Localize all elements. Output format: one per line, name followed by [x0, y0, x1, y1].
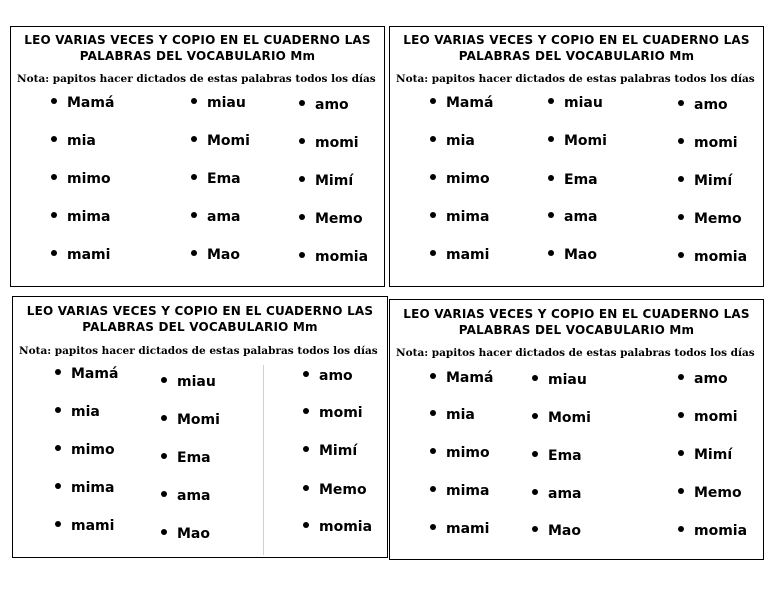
word-text: ama [548, 486, 582, 502]
word-text: miau [564, 95, 603, 111]
bullet-icon [678, 252, 684, 258]
word-text: Mimí [319, 443, 358, 459]
word-item [430, 132, 475, 150]
word-item [678, 134, 738, 152]
card-note: Nota: papitos hacer dictados de estas palabras todos los días [19, 345, 378, 357]
card-title-line-2: PALABRAS DEL VOCABULARIO Mm [82, 320, 318, 334]
bullet-icon [430, 136, 436, 142]
bullet-icon [161, 529, 167, 535]
bullet-icon [678, 374, 684, 380]
word-text: Mamá [446, 370, 494, 386]
word-item [548, 208, 597, 226]
word-text: mima [446, 483, 490, 499]
card-note: Nota: papitos hacer dictados de estas palabras todos los días [17, 73, 376, 85]
bullet-icon [55, 407, 61, 413]
bullet-icon [51, 174, 57, 180]
bullet-icon [678, 176, 684, 182]
bullet-icon [191, 136, 197, 142]
word-item [303, 442, 357, 460]
word-item [51, 132, 96, 150]
word-item [161, 487, 210, 505]
word-item [303, 404, 363, 422]
word-text: mimo [67, 171, 111, 187]
word-text: Momi [207, 133, 250, 149]
word-item [161, 449, 211, 467]
word-item [303, 518, 372, 536]
word-text: mami [446, 247, 490, 263]
bullet-icon [532, 375, 538, 381]
word-text: momi [319, 405, 363, 421]
bullet-icon [299, 100, 305, 106]
word-item [678, 210, 742, 228]
bullet-icon [548, 212, 554, 218]
vocabulary-card-1 [10, 26, 385, 287]
word-text: amo [694, 97, 728, 113]
word-item [678, 522, 747, 540]
bullet-icon [51, 250, 57, 256]
bullet-icon [161, 491, 167, 497]
word-item [51, 170, 111, 188]
column-divider [263, 365, 264, 555]
word-item [299, 172, 353, 190]
card-title-line-1: LEO VARIAS VECES Y COPIO EN EL CUADERNO LAS [403, 307, 750, 321]
word-item [299, 248, 368, 266]
bullet-icon [430, 212, 436, 218]
word-text: Mamá [71, 366, 119, 382]
word-item [303, 481, 367, 499]
word-text: Momi [548, 410, 591, 426]
word-item [191, 208, 240, 226]
word-text: Mimí [694, 173, 733, 189]
word-text: mia [67, 133, 96, 149]
word-text: Ema [548, 448, 582, 464]
bullet-icon [548, 98, 554, 104]
card-title-line-1: LEO VARIAS VECES Y COPIO EN EL CUADERNO LAS [403, 33, 750, 47]
word-text: miau [177, 374, 216, 390]
word-text: Memo [315, 211, 363, 227]
bullet-icon [51, 98, 57, 104]
word-item [548, 94, 603, 112]
bullet-icon [430, 410, 436, 416]
word-item [532, 371, 587, 389]
word-text: momia [694, 523, 748, 539]
word-text: Momi [177, 412, 220, 428]
word-item [161, 411, 220, 429]
bullet-icon [303, 408, 309, 414]
word-text: mimo [446, 171, 490, 187]
word-item [55, 479, 114, 497]
word-item [55, 403, 100, 421]
word-text: Mao [564, 247, 597, 263]
word-text: Mamá [446, 95, 494, 111]
bullet-icon [161, 453, 167, 459]
word-item [532, 447, 582, 465]
card-title-line-2: PALABRAS DEL VOCABULARIO Mm [458, 49, 695, 63]
word-item [678, 484, 742, 502]
bullet-icon [678, 450, 684, 456]
bullet-icon [191, 98, 197, 104]
bullet-icon [678, 488, 684, 494]
bullet-icon [299, 214, 305, 220]
word-text: momi [315, 135, 359, 151]
word-item [299, 210, 363, 228]
vocabulary-card-3 [12, 296, 388, 558]
bullet-icon [532, 526, 538, 532]
word-text: mima [67, 209, 111, 225]
word-text: Memo [319, 482, 367, 498]
word-item [51, 94, 114, 112]
word-item [548, 171, 598, 189]
word-item [548, 132, 607, 150]
bullet-icon [299, 138, 305, 144]
word-item [430, 482, 489, 500]
bullet-icon [191, 250, 197, 256]
word-item [161, 525, 210, 543]
word-text: mima [71, 480, 115, 496]
bullet-icon [303, 446, 309, 452]
word-item [430, 406, 475, 424]
bullet-icon [55, 483, 61, 489]
bullet-icon [430, 250, 436, 256]
word-text: amo [694, 371, 728, 387]
bullet-icon [430, 448, 436, 454]
word-item [299, 96, 349, 114]
bullet-icon [161, 377, 167, 383]
vocabulary-card-4 [389, 299, 764, 560]
bullet-icon [548, 136, 554, 142]
word-item [532, 522, 581, 540]
bullet-icon [299, 252, 305, 258]
bullet-icon [161, 415, 167, 421]
word-text: mami [71, 518, 115, 534]
word-text: momia [315, 249, 369, 265]
word-item [430, 94, 493, 112]
word-item [55, 365, 118, 383]
word-item [430, 520, 489, 538]
bullet-icon [51, 136, 57, 142]
bullet-icon [430, 486, 436, 492]
bullet-icon [678, 214, 684, 220]
word-text: momi [694, 135, 738, 151]
bullet-icon [430, 524, 436, 530]
bullet-icon [532, 489, 538, 495]
word-text: amo [319, 368, 353, 384]
word-text: mia [71, 404, 100, 420]
bullet-icon [191, 174, 197, 180]
word-text: Momi [564, 133, 607, 149]
bullet-icon [55, 445, 61, 451]
word-text: miau [207, 95, 246, 111]
bullet-icon [678, 526, 684, 532]
word-text: mia [446, 133, 475, 149]
bullet-icon [191, 212, 197, 218]
bullet-icon [55, 369, 61, 375]
word-item [55, 517, 114, 535]
word-item [678, 408, 738, 426]
card-note: Nota: papitos hacer dictados de estas palabras todos los días [396, 73, 755, 85]
word-item [678, 370, 728, 388]
word-item [678, 96, 728, 114]
word-item [191, 170, 241, 188]
word-text: ama [564, 209, 598, 225]
vocabulary-card-2 [389, 26, 764, 287]
word-text: miau [548, 372, 587, 388]
word-text: Ema [207, 171, 241, 187]
word-item [191, 246, 240, 264]
word-text: Mao [177, 526, 210, 542]
word-text: mimo [446, 445, 490, 461]
bullet-icon [430, 174, 436, 180]
word-item [51, 208, 110, 226]
word-text: mami [67, 247, 111, 263]
word-text: mami [446, 521, 490, 537]
word-item [430, 369, 493, 387]
bullet-icon [303, 522, 309, 528]
word-text: ama [207, 209, 241, 225]
word-text: momi [694, 409, 738, 425]
word-item [303, 367, 353, 385]
bullet-icon [51, 212, 57, 218]
word-text: ama [177, 488, 211, 504]
word-text: Mimí [694, 447, 733, 463]
bullet-icon [430, 373, 436, 379]
word-text: Mamá [67, 95, 115, 111]
word-text: momia [694, 249, 748, 265]
bullet-icon [532, 413, 538, 419]
word-text: Mao [207, 247, 240, 263]
bullet-icon [430, 98, 436, 104]
word-item [548, 246, 597, 264]
word-item [678, 248, 747, 266]
card-title-line-1: LEO VARIAS VECES Y COPIO EN EL CUADERNO LAS [26, 304, 374, 318]
word-text: amo [315, 97, 349, 113]
card-note: Nota: papitos hacer dictados de estas palabras todos los días [396, 347, 755, 359]
word-item [51, 246, 110, 264]
card-title-line-1: LEO VARIAS VECES Y COPIO EN EL CUADERNO LAS [24, 33, 371, 47]
bullet-icon [532, 451, 538, 457]
bullet-icon [303, 371, 309, 377]
word-item [678, 172, 732, 190]
word-item [532, 409, 591, 427]
word-text: Ema [177, 450, 211, 466]
word-text: mia [446, 407, 475, 423]
card-title-line-2: PALABRAS DEL VOCABULARIO Mm [79, 49, 316, 63]
word-item [430, 170, 490, 188]
bullet-icon [678, 138, 684, 144]
word-text: Mao [548, 523, 581, 539]
word-text: Mimí [315, 173, 354, 189]
word-item [299, 134, 359, 152]
word-item [430, 246, 489, 264]
bullet-icon [299, 176, 305, 182]
word-text: Ema [564, 172, 598, 188]
word-item [678, 446, 732, 464]
word-text: mima [446, 209, 490, 225]
card-title-line-2: PALABRAS DEL VOCABULARIO Mm [458, 323, 695, 337]
word-text: Memo [694, 211, 742, 227]
word-item [532, 485, 581, 503]
bullet-icon [55, 521, 61, 527]
bullet-icon [303, 485, 309, 491]
word-item [430, 444, 490, 462]
word-item [430, 208, 489, 226]
bullet-icon [678, 412, 684, 418]
word-text: Memo [694, 485, 742, 501]
word-text: momia [319, 519, 373, 535]
bullet-icon [548, 250, 554, 256]
bullet-icon [548, 175, 554, 181]
bullet-icon [678, 100, 684, 106]
word-item [191, 132, 250, 150]
word-text: mimo [71, 442, 115, 458]
word-item [55, 441, 115, 459]
word-item [191, 94, 246, 112]
word-item [161, 373, 216, 391]
